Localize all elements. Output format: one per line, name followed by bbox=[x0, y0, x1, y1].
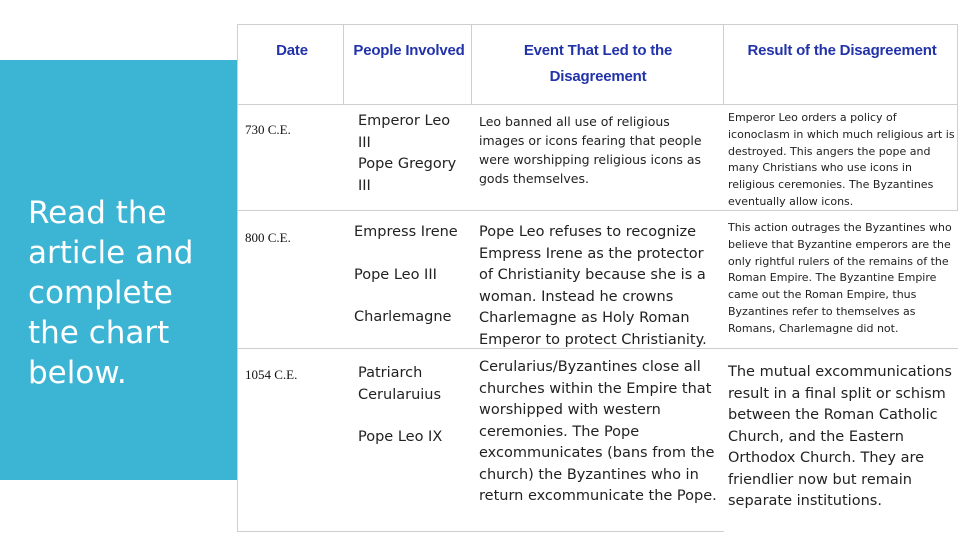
row-3-event: Cerularius/Byzantines close all churches within the Empire that worshipped with western ceremonies. The Pope excommunicates (bans from the church) the Byzantines who in return excommunicate the Pope. bbox=[479, 359, 717, 504]
row-2-date: 800 C.E. bbox=[245, 230, 291, 245]
row-divider-header bbox=[237, 104, 958, 105]
header-event: Event That Led to the Disagreement bbox=[523, 42, 673, 85]
row-2-person-1: Empress Irene bbox=[354, 224, 458, 240]
row-2-event: Pope Leo refuses to recognize Empress Irene as the protector of Christianity because she is a woman. Instead he crowns Charlemagne as Holy Roman Emperor to protect Christianity. bbox=[479, 224, 707, 348]
table-border-left bbox=[237, 24, 238, 532]
row-2-people bbox=[354, 222, 469, 329]
row-3-result: The mutual excommunications result in a final split or schism between the Roman Catholic Church, and the Eastern Orthodox Church. They are friendlier now but remain separate institutions. bbox=[728, 364, 952, 509]
row-2-person-2: Pope Leo III bbox=[354, 266, 437, 283]
col-divider-2 bbox=[471, 24, 472, 105]
row-1-person-1: Emperor Leo bbox=[358, 113, 451, 129]
row-3-date: 1054 C.E. bbox=[245, 367, 298, 382]
row-1-people bbox=[358, 111, 468, 197]
header-result: Result of the Disagreement bbox=[747, 42, 937, 59]
row-1-result: Emperor Leo orders a policy of iconoclasm in which much religious art is destroyed. This angers the pope and many Christians who use icons in religious ceremonies. The Byzantines eventually allow icons. bbox=[728, 111, 955, 208]
row-3-people bbox=[358, 363, 473, 449]
col-divider-3 bbox=[723, 24, 724, 105]
table-border-top bbox=[237, 24, 958, 25]
row-1-person-4: III bbox=[358, 177, 371, 194]
row-3-person-2: Pope Leo IX bbox=[358, 429, 443, 445]
row-1-person-2: III bbox=[358, 134, 371, 151]
row-1-date: 730 C.E. bbox=[245, 122, 291, 137]
table-border-right bbox=[957, 24, 958, 210]
row-1-event: Leo banned all use of religious images or icons fearing that people were worshipping religious icons as gods themselves. bbox=[479, 114, 702, 186]
row-2-result: This action outrages the Byzantines who believe that Byzantine emperors are the only rightful rulers of the remains of the Roman Empire. The Byzantine Empire came out the Roman Empire, thus Byzantines refer to themselves as Romans, Charlemagne did not. bbox=[728, 221, 952, 335]
header-date: Date bbox=[276, 42, 308, 59]
header-people: People Involved bbox=[353, 42, 465, 59]
row-1-person-3: Pope Gregory bbox=[358, 156, 457, 172]
col-divider-1 bbox=[343, 24, 344, 105]
row-3-person-1: Patriarch Cerularuius bbox=[358, 365, 442, 403]
instruction-text: Read the article and complete the chart below. bbox=[28, 195, 194, 391]
chart-table bbox=[237, 24, 958, 532]
row-2-person-3: Charlemagne bbox=[354, 309, 452, 325]
table-border-bottom bbox=[237, 531, 724, 532]
